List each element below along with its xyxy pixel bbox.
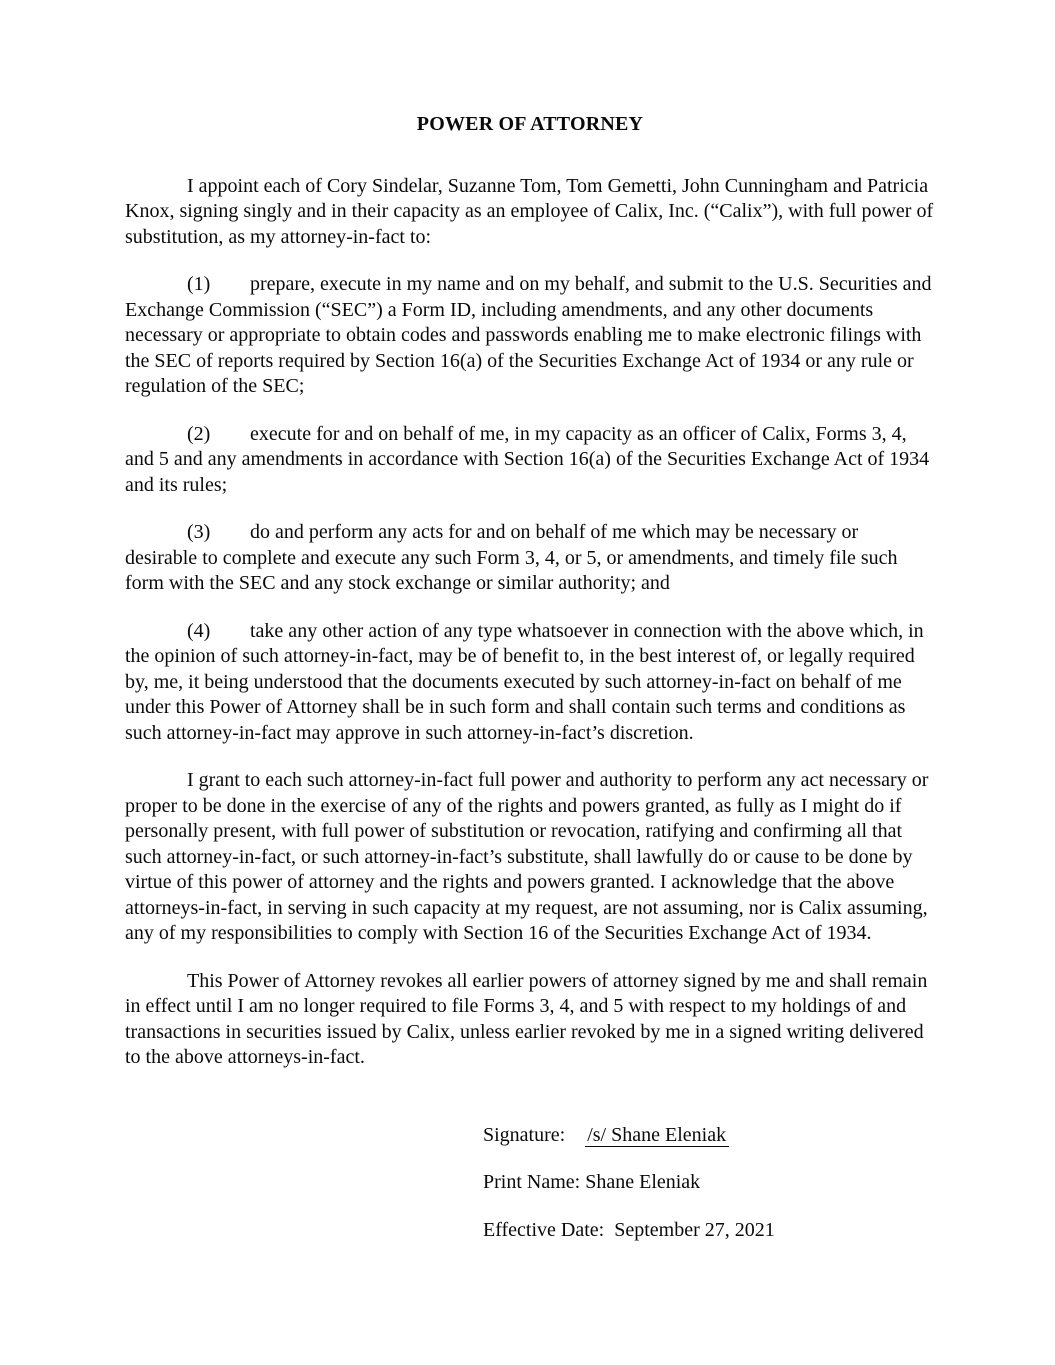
effective-date-line xyxy=(483,1218,935,1244)
paragraph-number: (2) xyxy=(187,422,211,445)
paragraph-revocation xyxy=(125,969,935,1071)
paragraph-text: take any other action of any type whatsoever in connection with the above which, in the opinion of such attorney-in-fact, may be of benefit to, in the best interest of, or legally required by, me, it being understood that the documents executed by such attorney-in-fact on behalf of me under this Power of Attorney shall be in such form and shall contain such terms and conditions as such attorney-in-fact may approve in such attorney-in-fact’s discretion. xyxy=(125,619,924,744)
paragraph-item-3 xyxy=(125,520,935,597)
paragraph-text: I grant to each such attorney-in-fact full power and authority to perform any act necessary or proper to be done in the exercise of any of the rights and powers granted, as fully as I might do if personally present, with full power of substitution or revocation, ratifying and confirming all that such attorney-in-fact, or such attorney-in-fact’s substitute, shall lawfully do or cause to be done by virtue of this power of attorney and the rights and powers granted. I acknowledge that the above attorneys-in-fact, in serving in such capacity at my request, are not assuming, nor is Calix assuming, any of my responsibilities to comply with Section 16 of the Securities Exchange Act of 1934. xyxy=(125,769,929,944)
paragraph-text: I appoint each of Cory Sindelar, Suzanne Tom, Tom Gemetti, John Cunningham and Patricia Knox, signing singly and in their capacity as an employee of Calix, Inc. (“Calix”), with full power of substitution, as my attorney-in-fact to: xyxy=(125,174,934,248)
paragraph-text: execute for and on behalf of me, in my capacity as an officer of Calix, Forms 3, 4, and 5 and any amendments in accordance with Section 16(a) of the Securities Exchange Act of 1934 and its rules; xyxy=(125,422,930,496)
paragraph-number: (3) xyxy=(187,521,211,543)
signature-value: /s/ Shane Eleniak xyxy=(585,1124,729,1147)
paragraph-number: (4) xyxy=(187,619,211,642)
print-name-label: Print Name: xyxy=(483,1171,581,1193)
paragraph-grant xyxy=(125,768,935,947)
paragraph-item-4 xyxy=(125,619,935,747)
signature-block xyxy=(483,1123,935,1244)
effective-date-label: Effective Date: xyxy=(483,1218,605,1241)
paragraph-item-2 xyxy=(125,422,935,499)
paragraph-text: do and perform any acts for and on behalf of me which may be necessary or desirable to complete and execute any such Form 3, 4, or 5, or amendments, and timely file such form with the SEC and any stock exchange or similar authority; and xyxy=(125,521,898,594)
document-title: POWER OF ATTORNEY xyxy=(416,113,644,135)
paragraph-item-1 xyxy=(125,272,935,400)
paragraph-text: This Power of Attorney revokes all earlier powers of attorney signed by me and shall remain in effect until I am no longer required to file Forms 3, 4, and 5 with respect to my holdings of and transactions in securities issued by Calix, unless earlier revoked by me in a signed writing delivered to the above attorneys-in-fact. xyxy=(125,969,928,1068)
signature-label: Signature: xyxy=(483,1123,566,1146)
signature-line xyxy=(483,1123,935,1149)
paragraph-number: (1) xyxy=(187,273,211,295)
print-name-value: Shane Eleniak xyxy=(585,1171,701,1193)
print-name-line xyxy=(483,1170,935,1196)
paragraph-intro xyxy=(125,174,935,251)
paragraph-text: prepare, execute in my name and on my behalf, and submit to the U.S. Securities and Exchange Commission (“SEC”) a Form ID, including amendments, and any other documents necessary or appropriate to obtain codes and passwords enabling me to make electronic filings with the SEC of reports required by Section 16(a) of the Securities Exchange Act of 1934 or any rule or regulation of the SEC; xyxy=(125,273,932,397)
effective-date-value: September 27, 2021 xyxy=(614,1218,775,1241)
